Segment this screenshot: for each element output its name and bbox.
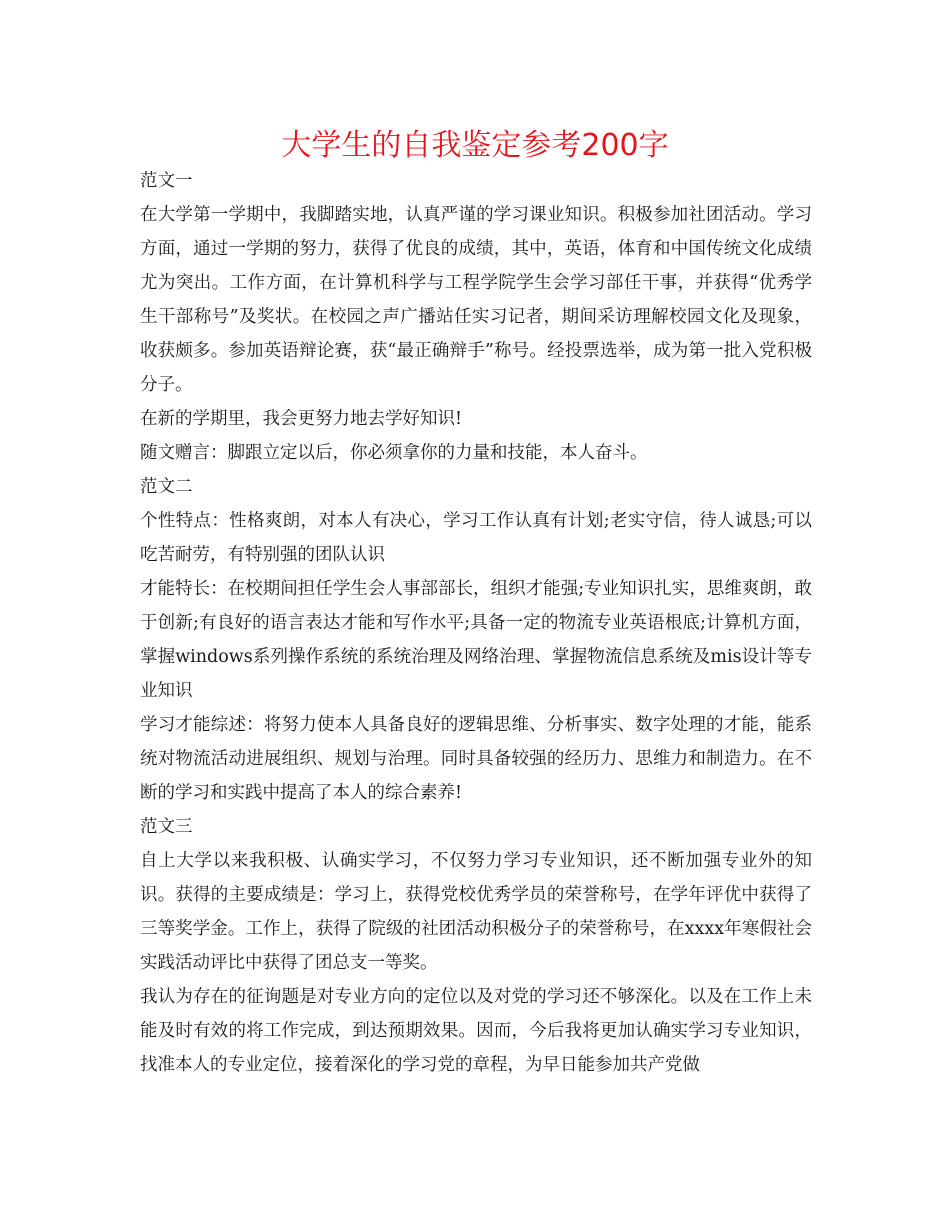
- paragraph: 我认为存在的征询题是对专业方向的定位以及对党的学习还不够深化。以及在工作上未能及时有效的将工作完成，到达预期效果。因而，今后我将更加认确实学习专业知识，找准本人的专业定位，接着深化的学习党的章程，为早日能参加共产党做: [140, 987, 812, 1075]
- paragraph: 在大学第一学期中，我脚踏实地，认真严谨的学习课业知识。积极参加社团活动。学习方面，通过一学期的努力，获得了优良的成绩，其中，英语，体育和中国传统文化成绩尤为突出。工作方面，在计算机科学与工程学院学生会学习部任干事，并获得“优秀学生干部称号”及奖状。在校园之声广播站任实习记者，期间采访理解校园文化及现象，收获颇多。参加英语辩论赛，获“最正确辩手”称号。经投票选举，成为第一批入党积极分子。: [140, 205, 812, 395]
- document-body: [140, 164, 812, 1082]
- section-heading-2: 范文二: [140, 477, 193, 497]
- paragraph: 学习才能综述：将努力使本人具备良好的逻辑思维、分析事实、数字处理的才能，能系统对物流活动进展组织、规划与治理。同时具备较强的经历力、思维力和制造力。在不断的学习和实践中提高了本人的综合素养!: [140, 715, 812, 803]
- section-heading-3: 范文三: [140, 817, 193, 837]
- document-title: 大学生的自我鉴定参考200字: [281, 128, 669, 163]
- paragraph: 才能特长：在校期间担任学生会人事部部长，组织才能强;专业知识扎实，思维爽朗，敢于创新;有良好的语言表达才能和写作水平;具备一定的物流专业英语根底;计算机方面，掌握windows系列操作系统的系统治理及网络治理、掌握物流信息系统及mis设计等专业知识: [140, 579, 812, 701]
- paragraph: 随文赠言：脚跟立定以后，你必须拿你的力量和技能，本人奋斗。: [140, 443, 648, 463]
- paragraph: 个性特点：性格爽朗，对本人有决心，学习工作认真有计划;老实守信，待人诚恳;可以吃苦耐劳，有特别强的团队认识: [140, 511, 812, 565]
- paragraph: 自上大学以来我积极、认确实学习，不仅努力学习专业知识，还不断加强专业外的知识。获得的主要成绩是：学习上，获得党校优秀学员的荣誉称号，在学年评优中获得了三等奖学金。工作上，获得了院级的社团活动积极分子的荣誉称号，在xxxx年寒假社会实践活动评比中获得了团总支一等奖。: [140, 851, 812, 973]
- paragraph: 在新的学期里，我会更努力地去学好知识!: [140, 409, 463, 429]
- section-heading-1: 范文一: [140, 171, 193, 191]
